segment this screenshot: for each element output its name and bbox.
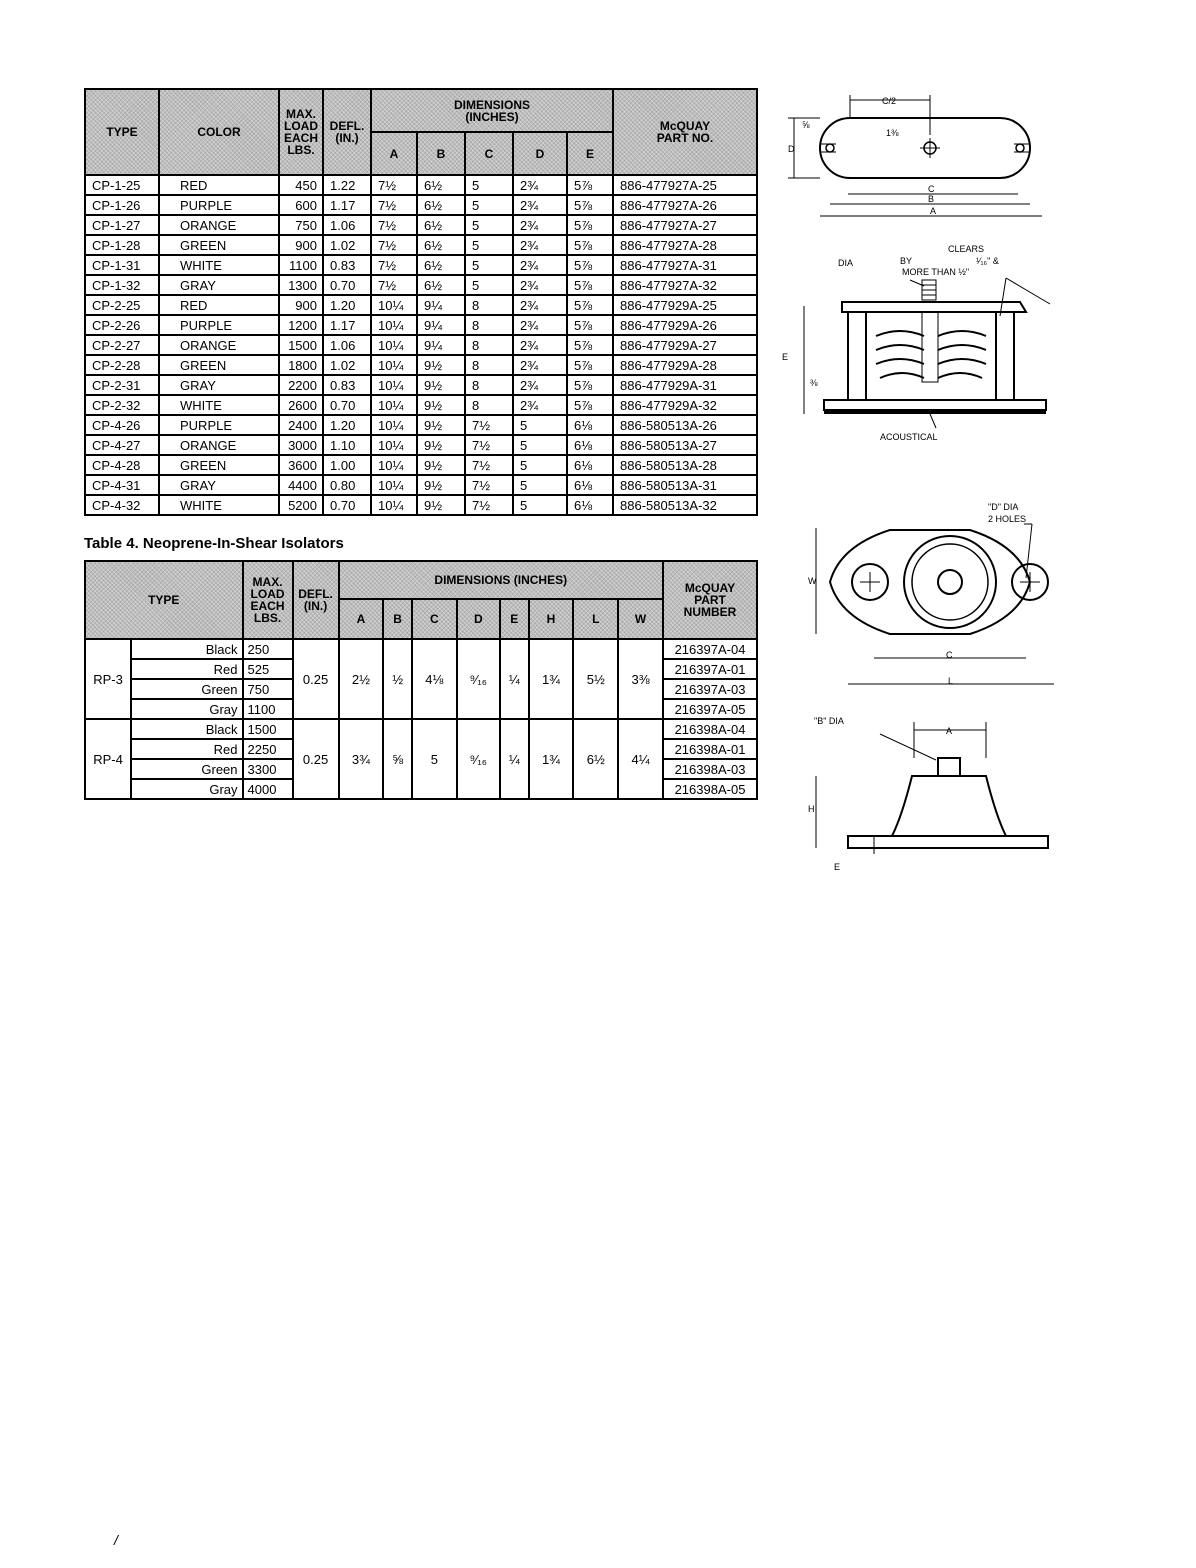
- table-cell: 9½: [417, 415, 465, 435]
- table-cell: 2¾: [513, 335, 567, 355]
- neoprene-isolator-side-view: [800, 712, 1060, 877]
- table-cell: 0.83: [323, 375, 371, 395]
- table-cell: 9¼: [417, 295, 465, 315]
- load-cell: 1100: [243, 699, 293, 719]
- table-cell: 5⅞: [567, 375, 613, 395]
- table-cell: 1.02: [323, 235, 371, 255]
- label-acoustical: ACOUSTICAL: [880, 432, 938, 442]
- table-cell: 7½: [465, 455, 513, 475]
- dim-cell: 6½: [573, 719, 618, 799]
- table-cell: 2¾: [513, 255, 567, 275]
- label-d: D: [788, 144, 795, 154]
- table-cell: 9¼: [417, 315, 465, 335]
- spring-isolator-top-view: [780, 90, 1060, 230]
- table-cell: 6⅛: [567, 495, 613, 515]
- table-cell: 1.00: [323, 455, 371, 475]
- table-cell: CP-1-25: [85, 175, 159, 195]
- table-row: [85, 355, 757, 375]
- type-cell: RP-3: [85, 639, 131, 719]
- table-cell: 450: [279, 175, 323, 195]
- table-cell: 8: [465, 335, 513, 355]
- header-dim-a: A: [339, 599, 384, 639]
- table-cell: WHITE: [159, 395, 279, 415]
- table-cell: 750: [279, 215, 323, 235]
- table-cell: 5: [465, 255, 513, 275]
- label-b-dia: "B" DIA: [814, 716, 844, 726]
- load-cell: 750: [243, 679, 293, 699]
- header-max-load: MAX. LOAD EACH LBS.: [243, 561, 293, 639]
- table-cell: 8: [465, 375, 513, 395]
- header-dim-c: C: [465, 132, 513, 175]
- header-defl: DEFL. (IN.): [323, 89, 371, 175]
- table-cell: GRAY: [159, 475, 279, 495]
- table-cell: CP-4-32: [85, 495, 159, 515]
- header-type: TYPE: [85, 89, 159, 175]
- table-row: [85, 175, 757, 195]
- table-cell: 5200: [279, 495, 323, 515]
- table-cell: 5: [513, 475, 567, 495]
- table-cell: GREEN: [159, 235, 279, 255]
- table-row: [85, 335, 757, 355]
- label-e: E: [834, 862, 841, 872]
- table-cell: 10¼: [371, 315, 417, 335]
- table-cell: 5: [513, 435, 567, 455]
- table-cell: 9½: [417, 475, 465, 495]
- label-c: C: [928, 184, 935, 194]
- table-cell: ORANGE: [159, 435, 279, 455]
- color-cell: Gray: [131, 699, 243, 719]
- table-cell: ORANGE: [159, 335, 279, 355]
- table-cell: 5: [465, 195, 513, 215]
- table-cell: 2¾: [513, 235, 567, 255]
- table-cell: 7½: [371, 275, 417, 295]
- label-h: H: [808, 804, 815, 814]
- header-dim-e: E: [500, 599, 529, 639]
- table-cell: RED: [159, 175, 279, 195]
- table-cell: 886-477927A-25: [613, 175, 757, 195]
- table-row: [85, 475, 757, 495]
- part-number-cell: 216397A-03: [663, 679, 757, 699]
- table-cell: 10¼: [371, 295, 417, 315]
- table-cell: 2¾: [513, 355, 567, 375]
- label-dia: DIA: [838, 258, 854, 268]
- table-cell: CP-4-31: [85, 475, 159, 495]
- table-cell: 5⅞: [567, 355, 613, 375]
- dim-cell: 3¾: [339, 719, 384, 799]
- load-cell: 4000: [243, 779, 293, 799]
- table-cell: 0.70: [323, 495, 371, 515]
- neoprene-isolator-table: [84, 560, 758, 800]
- table-cell: 1100: [279, 255, 323, 275]
- table-cell: 886-580513A-28: [613, 455, 757, 475]
- table-cell: CP-2-25: [85, 295, 159, 315]
- table-cell: PURPLE: [159, 315, 279, 335]
- table-cell: 10¼: [371, 475, 417, 495]
- header-color: COLOR: [159, 89, 279, 175]
- table-cell: 886-477927A-28: [613, 235, 757, 255]
- table-cell: 7½: [371, 175, 417, 195]
- table-cell: 6⅛: [567, 435, 613, 455]
- table-cell: 2200: [279, 375, 323, 395]
- table-cell: WHITE: [159, 255, 279, 275]
- table-cell: 2¾: [513, 275, 567, 295]
- table-cell: 886-477929A-25: [613, 295, 757, 315]
- page-number: /: [114, 1532, 118, 1548]
- table-cell: 886-477929A-26: [613, 315, 757, 335]
- table-cell: 10¼: [371, 415, 417, 435]
- label-clears: CLEARS: [948, 244, 985, 254]
- table-cell: 6⅛: [567, 475, 613, 495]
- defl-cell: 0.25: [293, 639, 339, 719]
- table-cell: 886-477927A-27: [613, 215, 757, 235]
- table-cell: 5: [513, 415, 567, 435]
- table-cell: 5⅞: [567, 295, 613, 315]
- table-cell: 5⅞: [567, 235, 613, 255]
- dim-cell: ⁹⁄₁₆: [457, 639, 500, 719]
- table-row: [85, 195, 757, 215]
- table-cell: 900: [279, 295, 323, 315]
- dim-cell: 1¾: [529, 639, 574, 719]
- table-cell: CP-1-28: [85, 235, 159, 255]
- dim-cell: ⁹⁄₁₆: [457, 719, 500, 799]
- part-number-cell: 216397A-05: [663, 699, 757, 719]
- table-row: [85, 455, 757, 475]
- table-cell: 10¼: [371, 335, 417, 355]
- color-cell: Red: [131, 659, 243, 679]
- header-dim-a: A: [371, 132, 417, 175]
- table-cell: 6½: [417, 175, 465, 195]
- label-c: C: [946, 650, 953, 660]
- table-cell: CP-4-28: [85, 455, 159, 475]
- table-cell: 886-477929A-27: [613, 335, 757, 355]
- dim-cell: 1¾: [529, 719, 574, 799]
- header-part-number: McQUAY PART NUMBER: [663, 561, 757, 639]
- load-cell: 3300: [243, 759, 293, 779]
- table-cell: 0.70: [323, 395, 371, 415]
- part-number-cell: 216398A-04: [663, 719, 757, 739]
- dim-cell: 2½: [339, 639, 384, 719]
- table-cell: 9½: [417, 375, 465, 395]
- table-cell: 9½: [417, 435, 465, 455]
- table-row: [85, 315, 757, 335]
- table-cell: CP-2-27: [85, 335, 159, 355]
- header-defl: DEFL. (IN.): [293, 561, 339, 639]
- table-cell: 8: [465, 315, 513, 335]
- table-cell: GREEN: [159, 455, 279, 475]
- table-cell: CP-1-27: [85, 215, 159, 235]
- load-cell: 525: [243, 659, 293, 679]
- table-row: [85, 255, 757, 275]
- label-more-than: MORE THAN ½": [902, 267, 970, 277]
- table-cell: 5⅞: [567, 195, 613, 215]
- table-row: [85, 235, 757, 255]
- table-cell: 0.83: [323, 255, 371, 275]
- table-row: [85, 435, 757, 455]
- table-cell: 7½: [465, 495, 513, 515]
- table-cell: PURPLE: [159, 415, 279, 435]
- table-cell: 10¼: [371, 375, 417, 395]
- table-cell: 2¾: [513, 315, 567, 335]
- table-row: [85, 275, 757, 295]
- table-cell: 6½: [417, 215, 465, 235]
- color-cell: Green: [131, 759, 243, 779]
- table-cell: 8: [465, 395, 513, 415]
- table-cell: 2¾: [513, 395, 567, 415]
- table-cell: 5⅞: [567, 215, 613, 235]
- table-cell: 7½: [371, 235, 417, 255]
- table-cell: RED: [159, 295, 279, 315]
- table-cell: 5⅞: [567, 335, 613, 355]
- part-number-cell: 216398A-03: [663, 759, 757, 779]
- table-cell: 7½: [465, 435, 513, 455]
- table-cell: 9½: [417, 355, 465, 375]
- table-cell: GRAY: [159, 375, 279, 395]
- table-cell: 7½: [371, 255, 417, 275]
- header-dimensions: DIMENSIONS (INCHES): [339, 561, 663, 599]
- table-cell: 9½: [417, 455, 465, 475]
- table-cell: 4400: [279, 475, 323, 495]
- table-cell: 2¾: [513, 295, 567, 315]
- table-cell: 5⅞: [567, 315, 613, 335]
- table-cell: 0.70: [323, 275, 371, 295]
- table-cell: 3600: [279, 455, 323, 475]
- table-cell: 1.20: [323, 415, 371, 435]
- label-w: W: [808, 576, 817, 586]
- part-number-cell: 216398A-01: [663, 739, 757, 759]
- table-cell: CP-1-26: [85, 195, 159, 215]
- table-cell: 5: [465, 235, 513, 255]
- table-cell: 9½: [417, 495, 465, 515]
- label-frac: ¹⁄₁₆" &: [976, 256, 999, 266]
- table-cell: 5⅞: [567, 395, 613, 415]
- table-cell: WHITE: [159, 495, 279, 515]
- table-cell: 7½: [371, 195, 417, 215]
- header-part-no: McQUAY PART NO.: [613, 89, 757, 175]
- table-cell: 886-477929A-28: [613, 355, 757, 375]
- table-cell: GRAY: [159, 275, 279, 295]
- label-l: L: [948, 676, 954, 686]
- table-cell: CP-2-31: [85, 375, 159, 395]
- table-row: [85, 295, 757, 315]
- table-cell: 1.20: [323, 295, 371, 315]
- table-cell: 1300: [279, 275, 323, 295]
- table-cell: 10¼: [371, 435, 417, 455]
- table-cell: 3000: [279, 435, 323, 455]
- table-cell: CP-2-26: [85, 315, 159, 335]
- table-cell: 1500: [279, 335, 323, 355]
- header-dim-e: E: [567, 132, 613, 175]
- header-dim-w: W: [618, 599, 663, 639]
- table-cell: 10¼: [371, 395, 417, 415]
- header-type: TYPE: [85, 561, 243, 639]
- table-cell: 886-477927A-31: [613, 255, 757, 275]
- table-cell: 1.10: [323, 435, 371, 455]
- dim-cell: ⅝: [383, 719, 412, 799]
- dim-cell: 5: [412, 719, 457, 799]
- table-cell: CP-4-27: [85, 435, 159, 455]
- table-cell: 8: [465, 295, 513, 315]
- table-cell: ORANGE: [159, 215, 279, 235]
- spring-isolator-side-view: [780, 240, 1070, 455]
- table-cell: 5: [465, 215, 513, 235]
- table-cell: 7½: [465, 415, 513, 435]
- table-cell: 6½: [417, 235, 465, 255]
- label-b: B: [928, 194, 935, 204]
- table-cell: 1.06: [323, 215, 371, 235]
- table-row: [85, 215, 757, 235]
- table-row: [85, 375, 757, 395]
- header-dim-l: L: [573, 599, 618, 639]
- table-cell: 886-580513A-27: [613, 435, 757, 455]
- table-cell: CP-1-32: [85, 275, 159, 295]
- table-cell: 10¼: [371, 495, 417, 515]
- color-cell: Black: [131, 719, 243, 739]
- table-cell: 886-580513A-31: [613, 475, 757, 495]
- part-number-cell: 216397A-01: [663, 659, 757, 679]
- table-cell: 10¼: [371, 355, 417, 375]
- header-dim-d: D: [513, 132, 567, 175]
- table-cell: PURPLE: [159, 195, 279, 215]
- table-cell: 5: [465, 175, 513, 195]
- part-number-cell: 216397A-04: [663, 639, 757, 659]
- table-cell: CP-2-28: [85, 355, 159, 375]
- table-cell: 0.80: [323, 475, 371, 495]
- table-cell: 5: [513, 455, 567, 475]
- table-row: [85, 639, 757, 659]
- table-cell: 6⅛: [567, 455, 613, 475]
- label-138: 1⅜: [886, 128, 899, 138]
- table-cell: 600: [279, 195, 323, 215]
- spring-isolator-table: [84, 88, 758, 516]
- label-a: A: [930, 206, 937, 216]
- table-cell: 6⅛: [567, 415, 613, 435]
- table-cell: 886-580513A-32: [613, 495, 757, 515]
- table-cell: 6½: [417, 195, 465, 215]
- table-cell: 1.22: [323, 175, 371, 195]
- color-cell: Red: [131, 739, 243, 759]
- label-d-dia: "D" DIA: [988, 502, 1019, 512]
- dim-cell: 4⅛: [412, 639, 457, 719]
- type-cell: RP-4: [85, 719, 131, 799]
- table-cell: 2¾: [513, 375, 567, 395]
- table-cell: 1.02: [323, 355, 371, 375]
- dim-cell: 3⅜: [618, 639, 663, 719]
- dim-cell: ¼: [500, 719, 529, 799]
- table-cell: 886-580513A-26: [613, 415, 757, 435]
- label-38: ⅜: [810, 378, 818, 388]
- part-number-cell: 216398A-05: [663, 779, 757, 799]
- table-cell: GREEN: [159, 355, 279, 375]
- table-cell: 6½: [417, 255, 465, 275]
- table-cell: 1.17: [323, 195, 371, 215]
- header-max-load: MAX. LOAD EACH LBS.: [279, 89, 323, 175]
- table-cell: 6½: [417, 275, 465, 295]
- load-cell: 2250: [243, 739, 293, 759]
- load-cell: 250: [243, 639, 293, 659]
- table-cell: 5⅞: [567, 275, 613, 295]
- table-row: [85, 719, 757, 739]
- table-cell: 5⅞: [567, 175, 613, 195]
- table-row: [85, 415, 757, 435]
- table-cell: 2¾: [513, 175, 567, 195]
- header-dimensions: DIMENSIONS (INCHES): [371, 89, 613, 132]
- color-cell: Black: [131, 639, 243, 659]
- table-cell: 1200: [279, 315, 323, 335]
- neoprene-isolator-top-view: [800, 498, 1070, 698]
- table-cell: 5: [465, 275, 513, 295]
- table-cell: 2¾: [513, 215, 567, 235]
- table-cell: CP-4-26: [85, 415, 159, 435]
- header-dim-h: H: [529, 599, 574, 639]
- table-cell: 5⅞: [567, 255, 613, 275]
- table-cell: 2¾: [513, 195, 567, 215]
- defl-cell: 0.25: [293, 719, 339, 799]
- header-dim-b: B: [383, 599, 412, 639]
- table-cell: 1800: [279, 355, 323, 375]
- header-dim-d: D: [457, 599, 500, 639]
- dim-cell: 4¼: [618, 719, 663, 799]
- table4-title: Table 4. Neoprene-In-Shear Isolators: [84, 535, 344, 552]
- table-cell: 2600: [279, 395, 323, 415]
- table-cell: CP-2-32: [85, 395, 159, 415]
- dim-cell: 5½: [573, 639, 618, 719]
- color-cell: Green: [131, 679, 243, 699]
- label-e: E: [782, 352, 789, 362]
- table-cell: 9½: [417, 395, 465, 415]
- table-cell: 9¼: [417, 335, 465, 355]
- load-cell: 1500: [243, 719, 293, 739]
- label-58: ⅝: [802, 120, 810, 130]
- table-row: [85, 495, 757, 515]
- label-c2: C/2: [882, 96, 897, 106]
- table-cell: 886-477927A-32: [613, 275, 757, 295]
- table-cell: 886-477929A-31: [613, 375, 757, 395]
- table-cell: 7½: [371, 215, 417, 235]
- table-cell: 1.17: [323, 315, 371, 335]
- dim-cell: ¼: [500, 639, 529, 719]
- table-cell: 900: [279, 235, 323, 255]
- table-cell: 886-477927A-26: [613, 195, 757, 215]
- table-cell: 10¼: [371, 455, 417, 475]
- label-holes: 2 HOLES: [988, 514, 1027, 524]
- table-cell: 1.06: [323, 335, 371, 355]
- label-a: A: [946, 726, 953, 736]
- header-dim-c: C: [412, 599, 457, 639]
- table-row: [85, 395, 757, 415]
- header-dim-b: B: [417, 132, 465, 175]
- table-cell: 5: [513, 495, 567, 515]
- label-by: BY: [900, 256, 913, 266]
- color-cell: Gray: [131, 779, 243, 799]
- table-cell: 886-477929A-32: [613, 395, 757, 415]
- table-cell: CP-1-31: [85, 255, 159, 275]
- table-cell: 7½: [465, 475, 513, 495]
- table-cell: 8: [465, 355, 513, 375]
- table-cell: 2400: [279, 415, 323, 435]
- dim-cell: ½: [383, 639, 412, 719]
